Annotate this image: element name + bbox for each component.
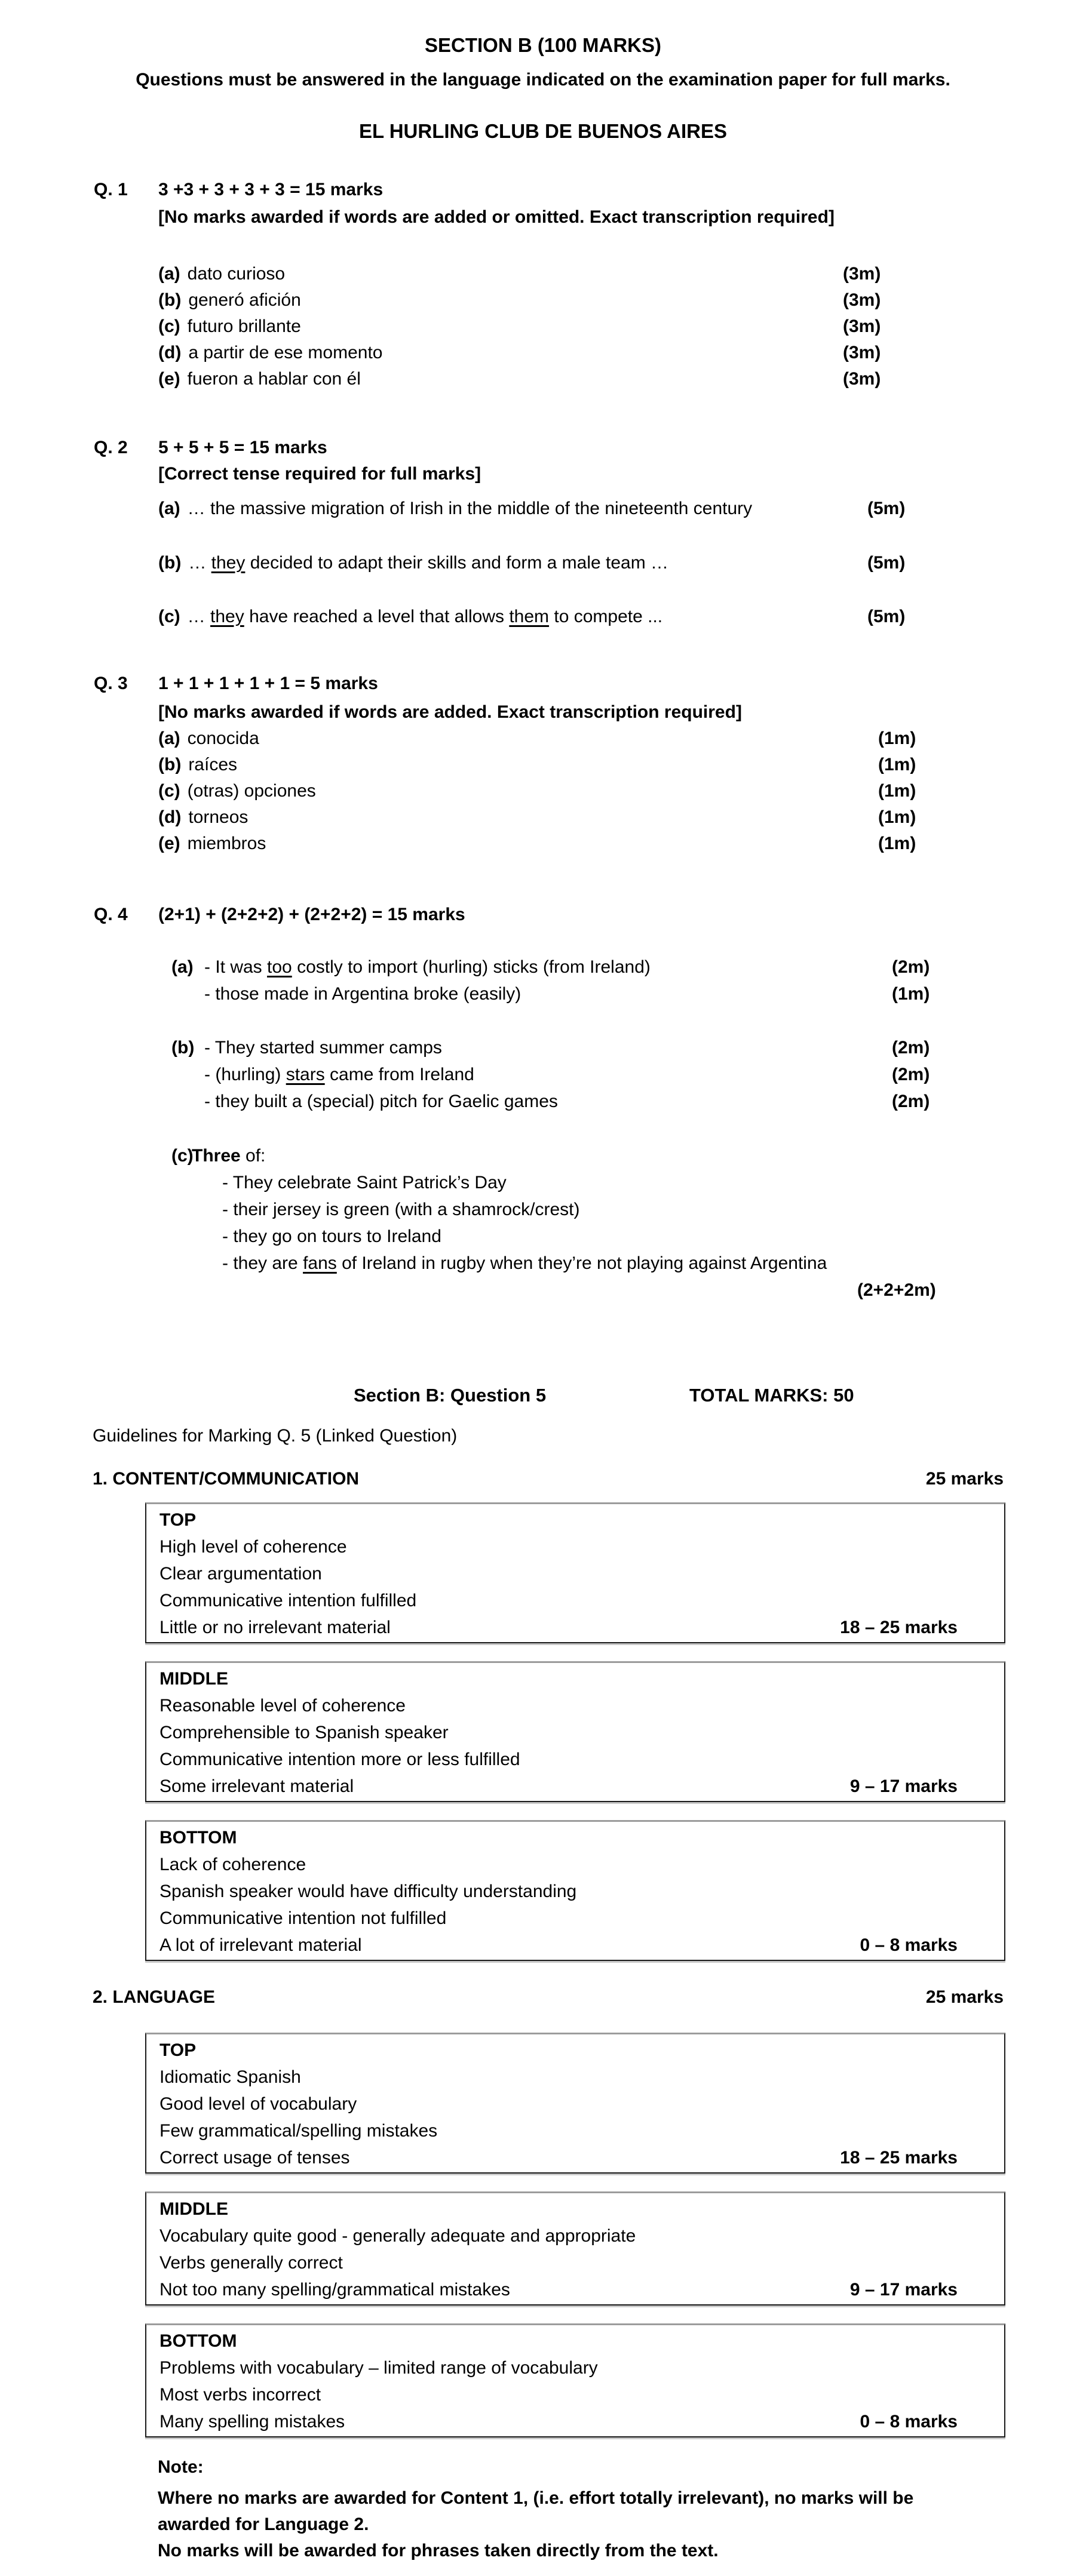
band-line: Lack of coherence <box>159 1855 306 1874</box>
q1-rubric: [No marks awarded if words are added or omitted. Exact transcription required] <box>158 207 835 227</box>
marks-value: (1m) <box>878 807 916 827</box>
q4a-line2: - those made in Argentina broke (easily) (1m) <box>171 980 1086 1007</box>
section-subtitle: Questions must be answered in the language indicated on the examination paper for full marks. <box>136 70 950 90</box>
marks-value: (3m) <box>843 316 881 336</box>
q4c-bullet-1: - They celebrate Saint Patrick’s Day <box>222 1173 507 1192</box>
q4-formula: (2+1) + (2+2+2) + (2+2+2) = 15 marks <box>158 905 465 924</box>
q5-title-row <box>0 1382 1086 1409</box>
marks-value: (2m) <box>892 1065 930 1084</box>
marks-value: (5m) <box>867 607 906 626</box>
band-title: BOTTOM <box>159 2331 237 2351</box>
band-line: Clear argumentation <box>159 1564 322 1584</box>
q5-guidelines: Guidelines for Marking Q. 5 (Linked Question) <box>93 1426 458 1446</box>
band-range: 18 – 25 marks <box>840 2148 958 2168</box>
band-line: Most verbs incorrect <box>159 2385 321 2405</box>
band-last-line: A lot of irrelevant material 0 – 8 marks <box>159 1932 958 1959</box>
marks-value: (2m) <box>892 957 930 977</box>
q2-rubric: [Correct tense required for full marks] <box>158 464 481 484</box>
marks-value: (3m) <box>843 264 881 284</box>
q4c-bullet-4: - they are fans of Ireland in rugby when they’re not playing against Argentina <box>222 1253 827 1273</box>
note-heading: Note: <box>158 2457 204 2477</box>
marks-value: (3m) <box>843 369 881 389</box>
q4c-bullet-2: - their jersey is green (with a shamrock/crest) <box>222 1200 580 1219</box>
document-header <box>0 31 1086 146</box>
q3-item-e: (e) miembros (1m) <box>158 831 1086 857</box>
q4b-line2: - (hurling) stars came from Ireland (2m) <box>171 1061 1086 1088</box>
marks-value: (2+2+2m) <box>857 1280 936 1300</box>
q5-total-marks: TOTAL MARKS: 50 <box>689 1385 854 1406</box>
band-range: 9 – 17 marks <box>849 2280 958 2300</box>
band-line: Verbs generally correct <box>159 2253 343 2273</box>
marks-value: (1m) <box>892 984 930 1004</box>
question-4 <box>0 902 1086 1304</box>
note-block <box>158 2454 1086 2564</box>
section-marks: 25 marks <box>925 1987 1004 2007</box>
band-line: Spanish speaker would have difficulty understanding <box>159 1882 577 1901</box>
band-range: 0 – 8 marks <box>860 2412 958 2431</box>
band-line: High level of coherence <box>159 1537 347 1557</box>
marks-value: (2m) <box>892 1092 930 1111</box>
band-content-bottom <box>145 1820 1005 1961</box>
band-line: Communicative intention more or less fulfilled <box>159 1750 520 1769</box>
q1-item-a: (a) dato curioso (3m) <box>158 261 1086 287</box>
q2-formula: 5 + 5 + 5 = 15 marks <box>158 438 327 457</box>
content-communication-section <box>0 1466 1086 1961</box>
band-line: Vocabulary quite good - generally adequate and appropriate <box>159 2226 636 2246</box>
marks-value: (2m) <box>892 1038 930 1058</box>
q1-heading <box>94 177 1086 203</box>
q4a-line1: (a) - It was too costly to import (hurling) sticks (from Ireland) (2m) <box>171 954 1086 980</box>
band-last-line: Little or no irrelevant material 18 – 25 marks <box>159 1614 958 1641</box>
q3-rubric: [No marks awarded if words are added. Exact transcription required] <box>158 702 742 722</box>
q4b-line3: - they built a (special) pitch for Gaelic games (2m) <box>171 1088 1086 1115</box>
marks-value: (3m) <box>843 290 881 310</box>
band-line: Idiomatic Spanish <box>159 2067 301 2087</box>
q1-formula: 3 +3 + 3 + 3 + 3 = 15 marks <box>158 180 384 199</box>
q4-part-a <box>0 954 1086 1007</box>
band-title: MIDDLE <box>159 2199 228 2219</box>
q2-item-a: (a) … the massive migration of Irish in the middle of the nineteenth century (5m) <box>158 496 1086 522</box>
band-content-middle <box>145 1661 1005 1802</box>
band-title: BOTTOM <box>159 1828 237 1848</box>
q3-item-d: (d) torneos (1m) <box>158 804 1086 831</box>
language-section <box>0 1984 1086 2437</box>
band-last-line: Some irrelevant material 9 – 17 marks <box>159 1773 958 1800</box>
band-last-line: Not too many spelling/grammatical mistakes 9 – 17 marks <box>159 2276 958 2303</box>
passage-title: EL HURLING CLUB DE BUENOS AIRES <box>358 120 728 142</box>
underlined-word: they <box>210 607 244 626</box>
q4-part-b <box>0 1034 1086 1115</box>
q3-formula: 1 + 1 + 1 + 1 + 1 = 5 marks <box>158 674 378 693</box>
marks-value: (3m) <box>843 343 881 362</box>
band-title: MIDDLE <box>159 1669 228 1689</box>
band-title: TOP <box>159 2040 197 2060</box>
note-line: awarded for Language 2. <box>158 2514 369 2534</box>
q3-heading <box>94 671 1086 697</box>
q1-number: Q. 1 <box>94 180 128 199</box>
band-range: 18 – 25 marks <box>840 1618 958 1637</box>
underlined-word: stars <box>286 1065 325 1084</box>
band-line: Few grammatical/spelling mistakes <box>159 2121 438 2141</box>
q3-items <box>0 726 1086 857</box>
q2-item-c: (c) … they have reached a level that allows them to compete ... (5m) <box>158 604 1086 630</box>
content-section-heading: 1. CONTENT/COMMUNICATION 25 marks <box>93 1466 1004 1492</box>
question-2 <box>0 435 1086 630</box>
band-line: Communicative intention not fulfilled <box>159 1908 447 1928</box>
band-line: Problems with vocabulary – limited range of vocabulary <box>159 2358 598 2378</box>
q4-part-c <box>0 1142 1086 1304</box>
q1-item-d: (d) a partir de ese momento (3m) <box>158 340 1086 366</box>
band-language-bottom <box>145 2323 1005 2437</box>
q3-item-a: (a) conocida (1m) <box>158 726 1086 752</box>
band-range: 0 – 8 marks <box>860 1935 958 1955</box>
band-last-line: Many spelling mistakes 0 – 8 marks <box>159 2408 958 2435</box>
q1-item-e: (e) fueron a hablar con él (3m) <box>158 366 1086 392</box>
section-marks: 25 marks <box>925 1469 1004 1489</box>
q1-items <box>0 261 1086 392</box>
q5-section-title: Section B: Question 5 <box>354 1385 547 1406</box>
band-line: Communicative intention fulfilled <box>159 1591 417 1610</box>
language-section-heading: 2. LANGUAGE 25 marks <box>93 1984 1004 2011</box>
underlined-word: them <box>509 607 550 626</box>
q4-heading <box>94 902 1086 928</box>
band-line: Good level of vocabulary <box>159 2094 357 2114</box>
q1-item-b: (b) generó afición (3m) <box>158 287 1086 313</box>
q2-item-b: (b) … they decided to adapt their skills and form a male team … (5m) <box>158 550 1086 576</box>
underlined-word: too <box>267 957 292 977</box>
marks-value: (1m) <box>878 834 916 853</box>
band-language-middle <box>145 2191 1005 2306</box>
marks-value: (5m) <box>867 553 906 573</box>
band-language-top <box>145 2033 1005 2174</box>
band-range: 9 – 17 marks <box>849 1776 958 1796</box>
question-5-header <box>0 1382 1086 1449</box>
q3-item-c: (c) (otras) opciones (1m) <box>158 778 1086 804</box>
question-1 <box>0 177 1086 392</box>
band-last-line: Correct usage of tenses 18 – 25 marks <box>159 2144 958 2171</box>
section-title: SECTION B (100 MARKS) <box>424 34 662 56</box>
marks-value: (1m) <box>878 781 916 801</box>
band-line: Reasonable level of coherence <box>159 1696 406 1716</box>
q3-number: Q. 3 <box>94 674 128 693</box>
marks-value: (1m) <box>878 728 916 748</box>
marks-value: (1m) <box>878 755 916 774</box>
question-3 <box>0 671 1086 857</box>
marks-value: (5m) <box>867 499 906 518</box>
q2-number: Q. 2 <box>94 438 128 457</box>
band-title: TOP <box>159 1510 197 1530</box>
band-content-top <box>145 1502 1005 1643</box>
note-line: Where no marks are awarded for Content 1, (i.e. effort totally irrelevant), no marks will be <box>158 2488 914 2508</box>
q2-heading <box>94 435 1086 461</box>
q4c-intro: (c) Three of: <box>171 1146 266 1166</box>
underlined-word: they <box>211 553 246 573</box>
q3-item-b: (b) raíces (1m) <box>158 752 1086 778</box>
q4b-line1: (b) - They started summer camps (2m) <box>171 1034 1086 1061</box>
q1-item-c: (c) futuro brillante (3m) <box>158 313 1086 340</box>
note-line: No marks will be awarded for phrases taken directly from the text. <box>158 2541 719 2560</box>
q4c-bullet-3: - they go on tours to Ireland <box>222 1226 441 1246</box>
underlined-word: fans <box>303 1253 337 1273</box>
q4-number: Q. 4 <box>94 905 128 924</box>
band-line: Comprehensible to Spanish speaker <box>159 1723 449 1742</box>
